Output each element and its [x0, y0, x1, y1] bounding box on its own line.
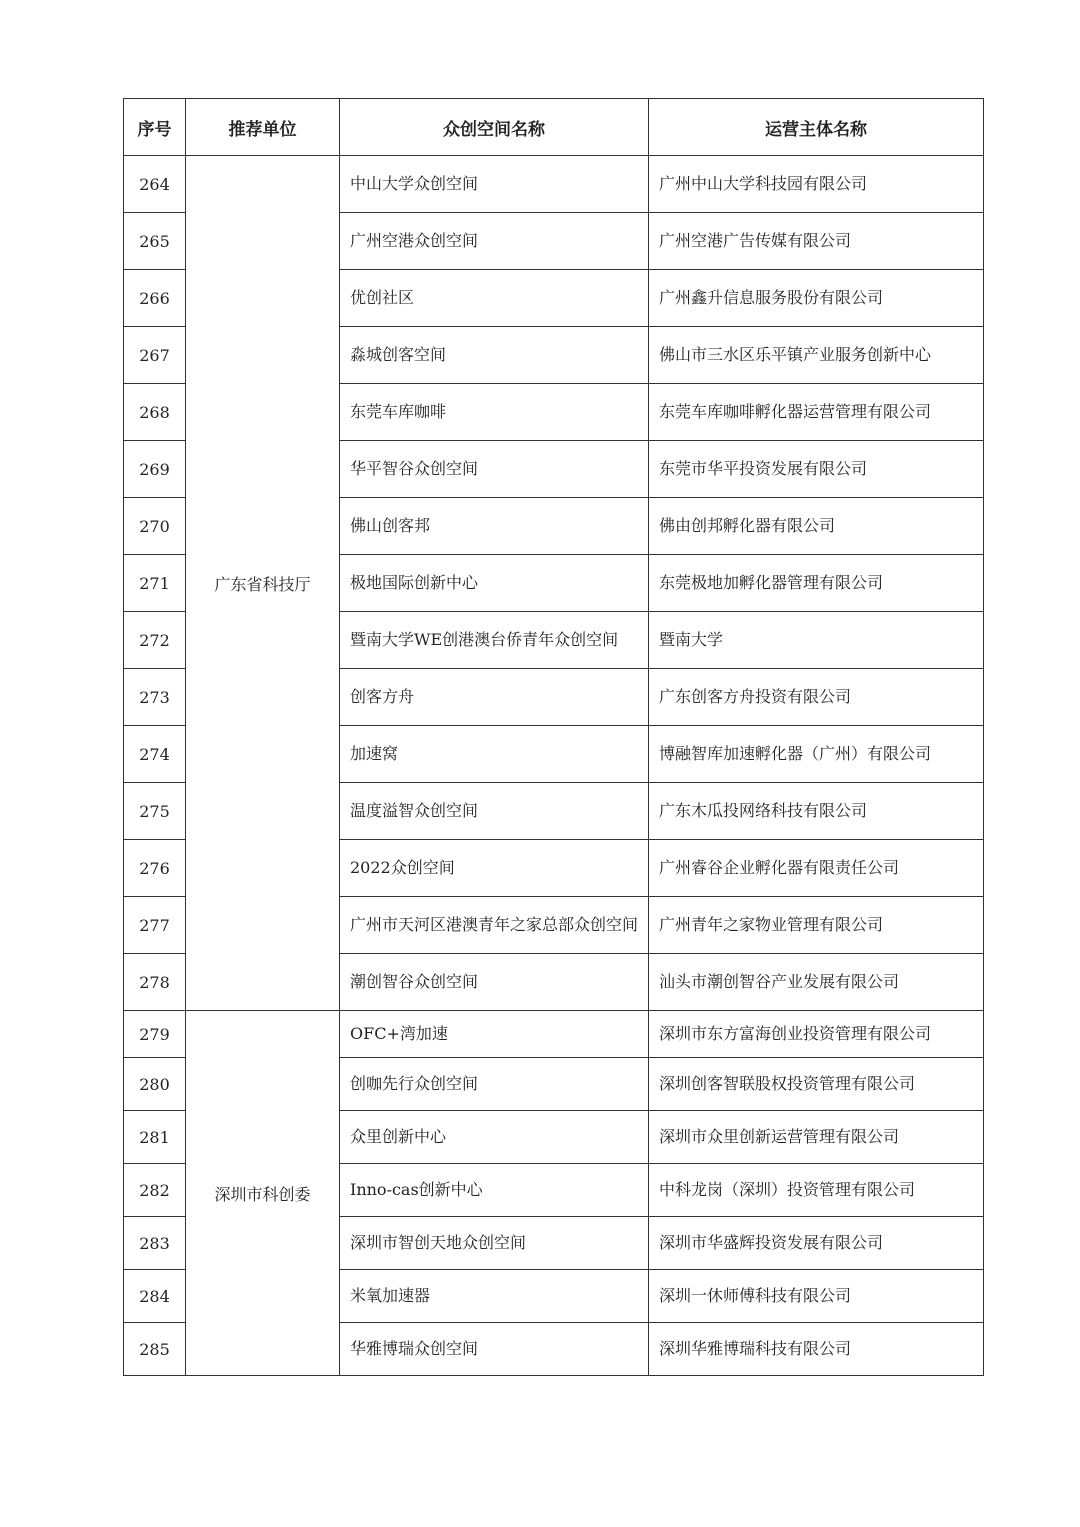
operator-name: 佛由创邦孵化器有限公司: [649, 498, 984, 555]
operator-name: 广东创客方舟投资有限公司: [649, 669, 984, 726]
row-serial: 277: [124, 897, 186, 954]
operator-name: 深圳市东方富海创业投资管理有限公司: [649, 1011, 984, 1058]
header-recommender: 推荐单位: [186, 99, 340, 156]
operator-name: 汕头市潮创智谷产业发展有限公司: [649, 954, 984, 1011]
table-row: [124, 1011, 984, 1058]
row-serial: 273: [124, 669, 186, 726]
operator-name: 深圳华雅博瑞科技有限公司: [649, 1323, 984, 1376]
space-name: 加速窝: [340, 726, 649, 783]
row-serial: 282: [124, 1164, 186, 1217]
operator-name: 佛山市三水区乐平镇产业服务创新中心: [649, 327, 984, 384]
space-name: 众里创新中心: [340, 1111, 649, 1164]
row-serial: 278: [124, 954, 186, 1011]
row-serial: 279: [124, 1011, 186, 1058]
row-serial: 268: [124, 384, 186, 441]
table-row: [124, 156, 984, 213]
row-serial: 266: [124, 270, 186, 327]
operator-name: 深圳创客智联股权投资管理有限公司: [649, 1058, 984, 1111]
space-name: Inno-cas创新中心: [340, 1164, 649, 1217]
operator-name: 深圳市众里创新运营管理有限公司: [649, 1111, 984, 1164]
space-name: 东莞车库咖啡: [340, 384, 649, 441]
space-name: 广州空港众创空间: [340, 213, 649, 270]
operator-name: 中科龙岗（深圳）投资管理有限公司: [649, 1164, 984, 1217]
row-serial: 281: [124, 1111, 186, 1164]
header-serial: 序号: [124, 99, 186, 156]
operator-name: 广州青年之家物业管理有限公司: [649, 897, 984, 954]
space-name: 华平智谷众创空间: [340, 441, 649, 498]
operator-name: 博融智库加速孵化器（广州）有限公司: [649, 726, 984, 783]
operator-name: 广州空港广告传媒有限公司: [649, 213, 984, 270]
operator-name: 深圳一休师傅科技有限公司: [649, 1270, 984, 1323]
space-name: 淼城创客空间: [340, 327, 649, 384]
row-serial: 264: [124, 156, 186, 213]
table-header-row: [124, 99, 984, 156]
row-serial: 284: [124, 1270, 186, 1323]
operator-name: 东莞市华平投资发展有限公司: [649, 441, 984, 498]
operator-name: 广州中山大学科技园有限公司: [649, 156, 984, 213]
row-serial: 283: [124, 1217, 186, 1270]
row-serial: 275: [124, 783, 186, 840]
operator-name: 广州睿谷企业孵化器有限责任公司: [649, 840, 984, 897]
row-serial: 265: [124, 213, 186, 270]
operator-name: 深圳市华盛辉投资发展有限公司: [649, 1217, 984, 1270]
space-name: 暨南大学WE创港澳台侨青年众创空间: [340, 612, 649, 669]
header-space-name: 众创空间名称: [340, 99, 649, 156]
recommending-unit: 深圳市科创委: [186, 1011, 340, 1376]
space-name: 佛山创客邦: [340, 498, 649, 555]
space-name: 2022众创空间: [340, 840, 649, 897]
row-serial: 285: [124, 1323, 186, 1376]
operator-name: 东莞极地加孵化器管理有限公司: [649, 555, 984, 612]
operator-name: 暨南大学: [649, 612, 984, 669]
space-name: 温度溢智众创空间: [340, 783, 649, 840]
row-serial: 272: [124, 612, 186, 669]
space-name: 潮创智谷众创空间: [340, 954, 649, 1011]
space-name: 深圳市智创天地众创空间: [340, 1217, 649, 1270]
operator-name: 广东木瓜投网络科技有限公司: [649, 783, 984, 840]
space-name: 优创社区: [340, 270, 649, 327]
recommending-unit: 广东省科技厅: [186, 156, 340, 1011]
row-serial: 274: [124, 726, 186, 783]
space-name: 华雅博瑞众创空间: [340, 1323, 649, 1376]
space-name: 创客方舟: [340, 669, 649, 726]
row-serial: 270: [124, 498, 186, 555]
row-serial: 271: [124, 555, 186, 612]
space-name: 米氧加速器: [340, 1270, 649, 1323]
operator-name: 东莞车库咖啡孵化器运营管理有限公司: [649, 384, 984, 441]
space-table: [123, 98, 984, 1376]
space-name: 创咖先行众创空间: [340, 1058, 649, 1111]
operator-name: 广州鑫升信息服务股份有限公司: [649, 270, 984, 327]
row-serial: 269: [124, 441, 186, 498]
row-serial: 276: [124, 840, 186, 897]
space-name: 广州市天河区港澳青年之家总部众创空间: [340, 897, 649, 954]
row-serial: 267: [124, 327, 186, 384]
row-serial: 280: [124, 1058, 186, 1111]
space-name: 极地国际创新中心: [340, 555, 649, 612]
header-operator: 运营主体名称: [649, 99, 984, 156]
space-name: OFC+湾加速: [340, 1011, 649, 1058]
space-name: 中山大学众创空间: [340, 156, 649, 213]
